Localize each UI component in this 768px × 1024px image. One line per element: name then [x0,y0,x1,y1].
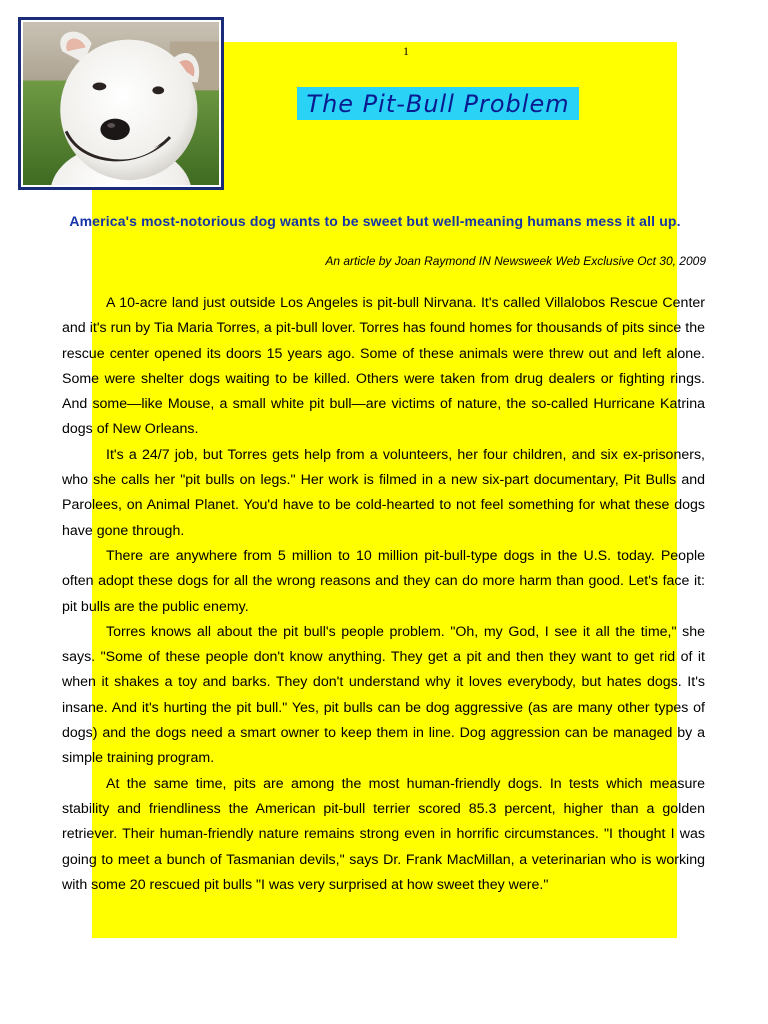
paragraph: Torres knows all about the pit bull's people problem. "Oh, my God, I see it all the time," she says. "Some of these people don't know anything. They get a pit and then they want to get rid of it when it shakes a toy and barks. They don't understand why it loves everybody, but hates dogs. It's insane. And it's hurting the pit bull." Yes, pit bulls can be dog aggressive (as are many other types of dogs) and the dogs need a smart owner to keep them in line. Dog aggression can be managed by a simple training program. [62,623,705,767]
paragraph: A 10-acre land just outside Los Angeles is pit-bull Nirvana. It's called Villalobos Rescue Center and it's run by Tia Maria Torres, a pit-bull lover. Torres has found homes for thousands of pits since the rescue center opened its doors 15 years ago. Some of these animals were threw out and left alone. Some were shelter dogs waiting to be killed. Others were taken from drug dealers or fighting rings. And some—like Mouse, a small white pit bull—are victims of nature, the so-called Hurricane Katrina dogs of New Orleans. [62,295,705,438]
page-number: 1 [403,44,409,58]
smiling-pit-bull-photo-icon [23,22,219,185]
pit-bull-photo [18,17,224,190]
article-byline: An article by Joan Raymond IN Newsweek Web Exclusive Oct 30, 2009 [325,254,706,268]
paragraph: At the same time, pits are among the most human-friendly dogs. In tests which measure stability and friendliness the American pit-bull terrier scored 85.3 percent, higher than a golden retriever. Their human-friendly nature remains strong even in horrific circumstances. "I thought I was going to meet a bunch of Tasmanian devils," says Dr. Frank MacMillan, a veterinarian who is working with some 20 rescued pit bulls "I was very surprised at how sweet they were." [62,775,705,893]
article-subtitle: America's most-notorious dog wants to be sweet but well-meaning humans mess it all up. [69,213,681,229]
paragraph: It's a 24/7 job, but Torres gets help from a volunteers, her four children, and six ex-prisoners, who she calls her "pit bulls on legs." Her work is filmed in a new six-part documentary, Pit Bulls and Parolees, on Animal Planet. You'd have to be cold-hearted to not feel something for what these dogs have gone through. [62,446,705,539]
paragraph: There are anywhere from 5 million to 10 million pit-bull-type dogs in the U.S. today. People often adopt these dogs for all the wrong reasons and they can do more harm than good. Let's face it: pit bulls are the public enemy. [62,547,705,615]
title-box [297,87,579,120]
article-title: The Pit-Bull Problem [306,89,570,118]
article-body [62,291,705,898]
